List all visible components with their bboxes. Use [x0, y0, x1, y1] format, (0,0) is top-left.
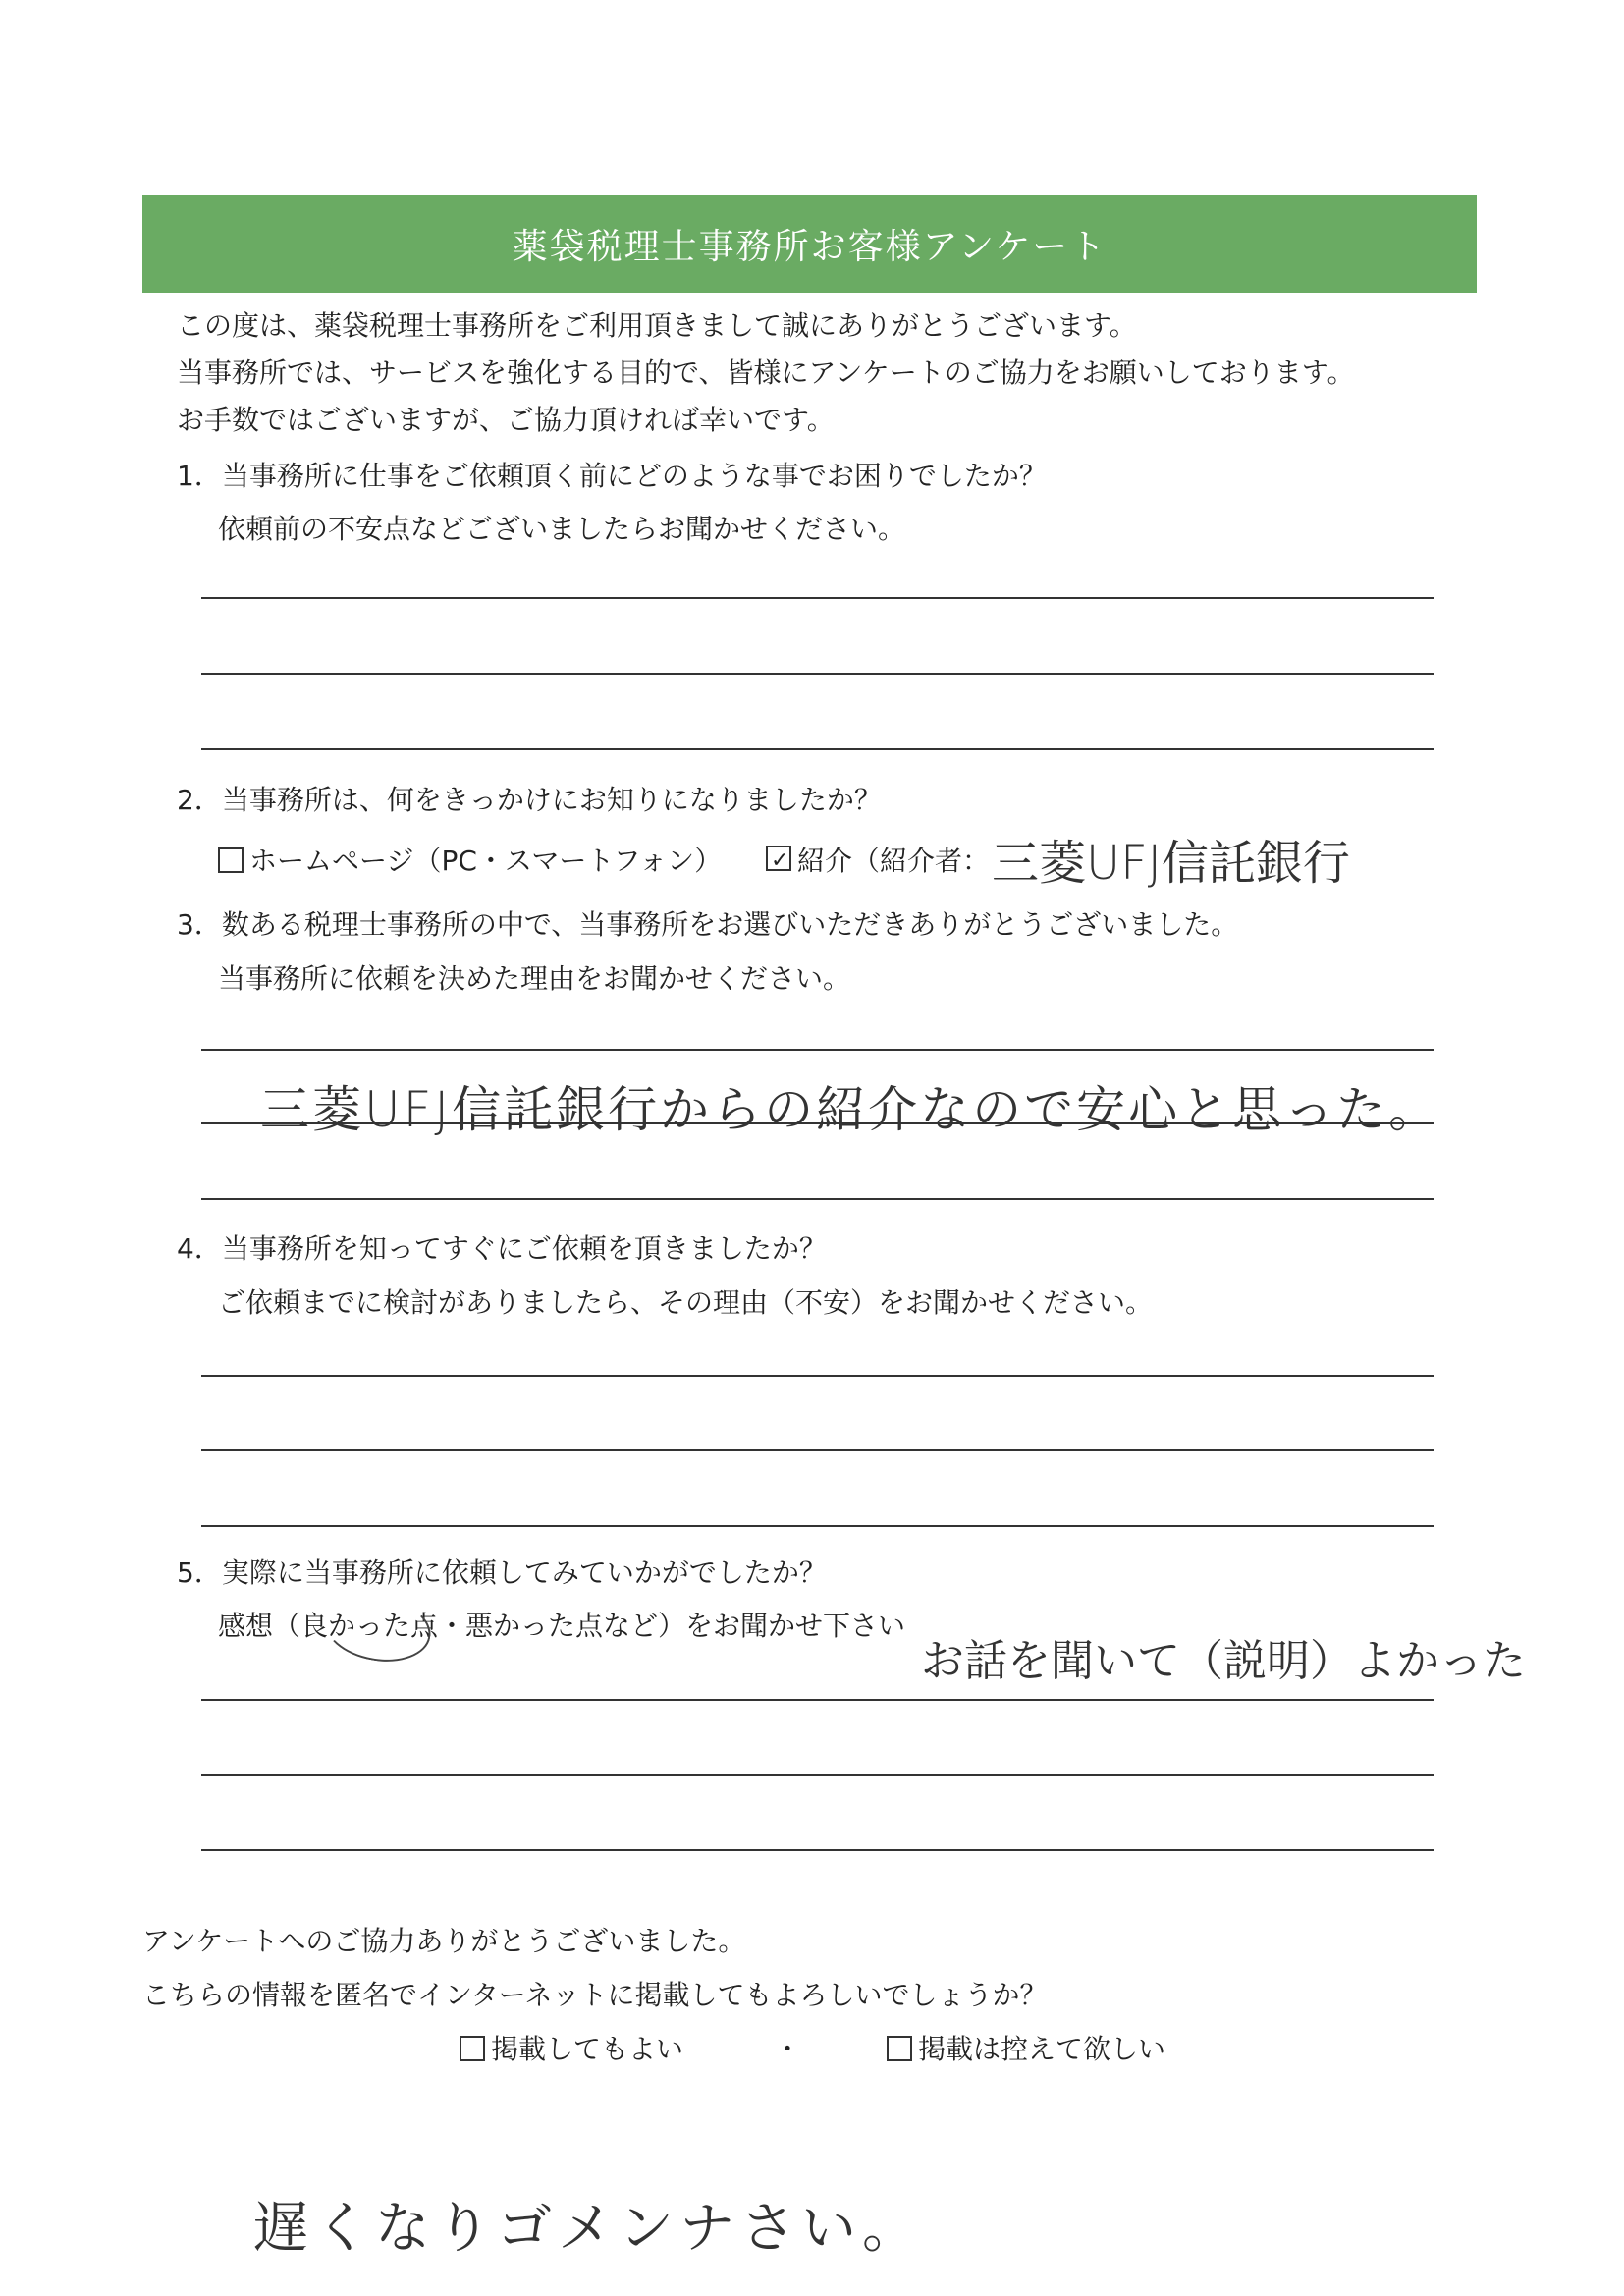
q3-question: 3．数ある税理士事務所の中で、当事務所をお選びいただきありがとうございました。: [177, 908, 1239, 941]
q5-answer-line-1: [201, 1699, 1434, 1701]
footer-separator: ・: [774, 2033, 802, 2065]
q3-answer-line-3: [201, 1198, 1434, 1200]
homepage-label: ホームページ（PC・スマートフォン）: [249, 845, 723, 877]
q3-answer-line-1: [201, 1049, 1434, 1051]
q2-option-homepage[interactable]: [218, 840, 722, 879]
q1-answer-line-3: [201, 748, 1434, 750]
q1-question: 1．当事務所に仕事をご依頼頂く前にどのような事でお困りでしたか？: [177, 460, 1047, 492]
handwritten-apology-note: 遅くなりゴメンナさい。: [253, 2197, 923, 2261]
footer-thanks: アンケートへのご協力ありがとうございました。: [142, 1925, 746, 1957]
q1-answer-line-1: [201, 597, 1434, 599]
survey-title: 薬袋税理士事務所お客様アンケート: [512, 227, 1108, 267]
publish-decline-checkbox[interactable]: [887, 2036, 912, 2061]
q5-answer-line-3: [201, 1849, 1434, 1851]
q3-subtext: 当事務所に依頼を決めた理由をお聞かせください。: [218, 962, 851, 995]
homepage-checkbox[interactable]: [218, 847, 244, 873]
intro-line-2: 当事務所では、サービスを強化する目的で、皆様にアンケートのご協力をお願いしております。: [177, 356, 1355, 389]
referral-checkbox[interactable]: [766, 846, 791, 871]
footer-question: こちらの情報を匿名でインターネットに掲載してもよろしいでしょうか？: [142, 1979, 1048, 2011]
intro-line-1: この度は、薬袋税理士事務所をご利用頂きまして誠にありがとうございます。: [177, 309, 1137, 342]
publish-decline-label: 掲載は控えて欲しい: [918, 2033, 1166, 2065]
referral-label: 紹介（紹介者：: [797, 845, 991, 877]
q5-handwritten-answer: お話を聞いて（説明）よかった: [921, 1636, 1526, 1686]
q4-subtext: ご依頼までに検討がありましたら、その理由（不安）をお聞かせください。: [218, 1286, 1154, 1319]
q4-answer-line-3: [201, 1525, 1434, 1527]
q1-subtext: 依頼前の不安点などございましたらお聞かせください。: [218, 513, 906, 545]
q4-question: 4．当事務所を知ってすぐにご依頼を頂きましたか？: [177, 1232, 827, 1265]
q1-answer-line-2: [201, 673, 1434, 675]
q4-answer-line-2: [201, 1449, 1434, 1451]
q2-handwritten-referrer: 三菱UFJ信託銀行: [992, 836, 1350, 891]
survey-title-banner: [142, 195, 1477, 293]
footer-option-no[interactable]: [887, 2028, 1165, 2067]
q5-subtext: 感想（良かった点・悪かった点など）をお聞かせ下さい: [218, 1610, 906, 1642]
publish-ok-checkbox[interactable]: [460, 2036, 485, 2061]
q2-option-referral[interactable]: [766, 840, 990, 879]
q2-question: 2．当事務所は、何をきっかけにお知りになりましたか？: [177, 784, 882, 816]
intro-line-3: お手数ではございますが、ご協力頂ければ幸いです。: [177, 404, 835, 436]
footer-option-yes[interactable]: [460, 2028, 683, 2067]
q3-handwritten-answer: 三菱UFJ信託銀行からの紹介なので安心と思った。: [260, 1081, 1441, 1138]
q5-answer-line-2: [201, 1774, 1434, 1776]
q5-circle-mark: [319, 1587, 436, 1669]
q4-answer-line-1: [201, 1375, 1434, 1377]
publish-ok-label: 掲載してもよい: [491, 2033, 684, 2065]
q5-question: 5．実際に当事務所に依頼してみていかがでしたか？: [177, 1557, 827, 1589]
